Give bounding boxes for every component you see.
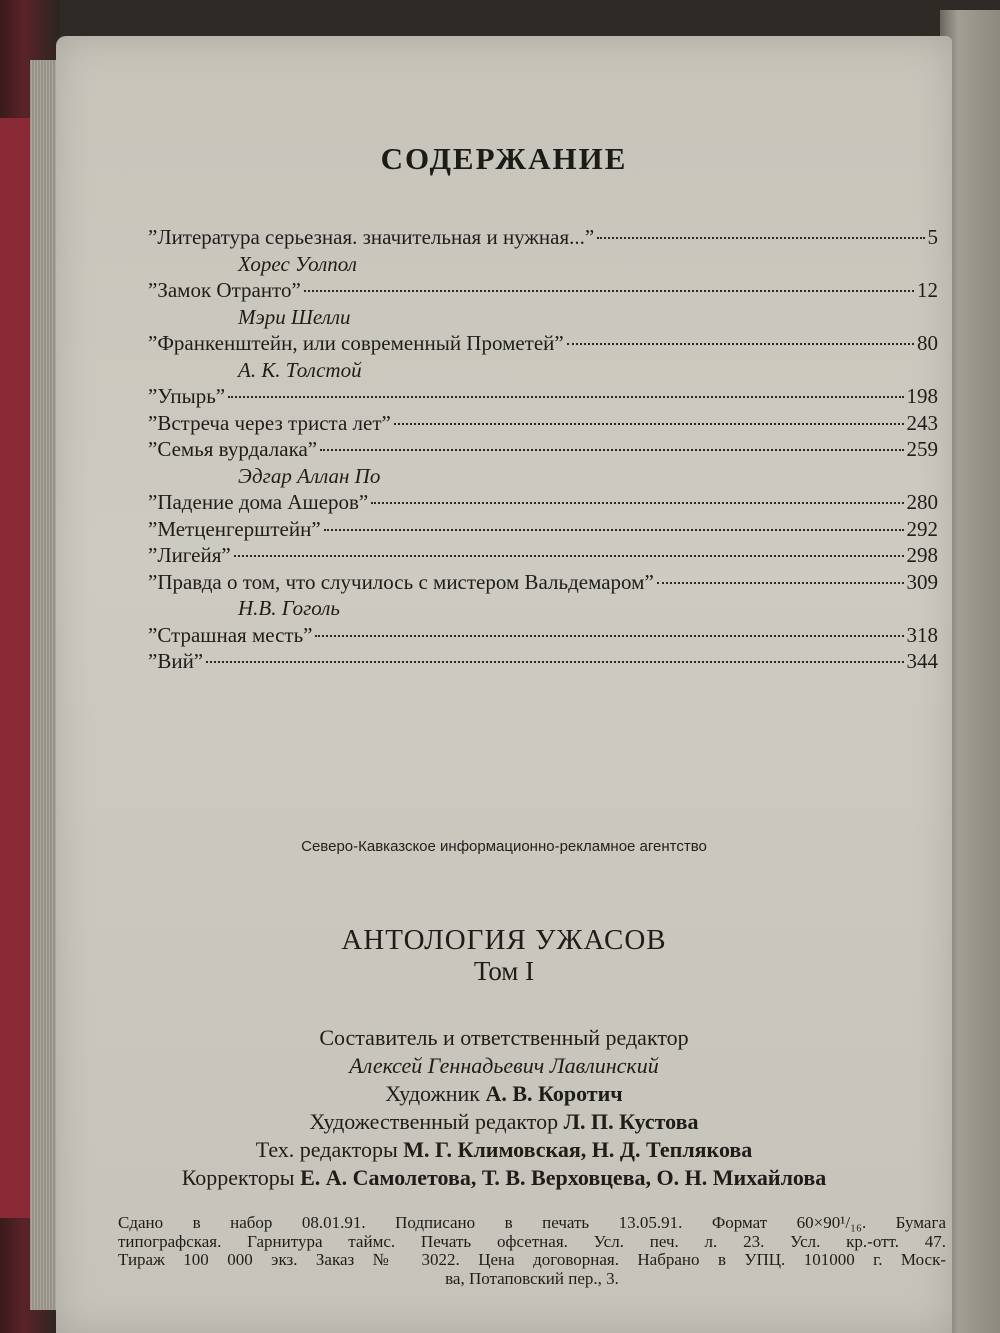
- tech-editors-names: М. Г. Климовская, Н. Д. Теплякова: [403, 1137, 753, 1162]
- proofreaders-line: [56, 1164, 952, 1192]
- toc-entry-page: 12: [917, 278, 938, 302]
- toc-entry-page: 292: [906, 516, 938, 541]
- art-editor-line: [56, 1108, 952, 1136]
- compiler-label: Составитель и ответственный редактор: [319, 1025, 689, 1050]
- toc-entry-page: 80: [917, 331, 938, 355]
- proofreaders-names: Е. А. Самолетова, Т. В. Верховцева, О. Н. Михайлова: [300, 1165, 827, 1190]
- toc-entry-page: 309: [906, 569, 938, 594]
- toc-entry-page: 344: [906, 649, 938, 673]
- imprint-line: Сдано в набор 08.01.91. Подписано в печать 13.05.91. Формат 60×90¹/₁₆. Бумага: [118, 1213, 946, 1232]
- toc-entry-page: 280: [906, 490, 938, 514]
- toc-entry-page: 5: [927, 225, 938, 249]
- toc-author: Хорес Уолпол: [238, 251, 357, 276]
- credits-block: [56, 1024, 952, 1192]
- toc-author: А. К. Толстой: [238, 357, 362, 382]
- toc-leader-dots: [394, 423, 904, 425]
- toc-entry-title: ”Замок Отранто”: [148, 278, 301, 302]
- toc-entry: [148, 410, 938, 437]
- toc-entry: [148, 330, 938, 357]
- toc-leader-dots: [324, 529, 904, 531]
- imprint-line: Тираж 100 000 экз. Заказ № 3022. Цена договорная. Набрано в УПЦ. 101000 г. Моск-: [118, 1250, 946, 1269]
- toc-leader-dots: [234, 555, 904, 557]
- toc-entry-title: ”Семья вурдалака”: [148, 437, 318, 461]
- tech-editors-label: Тех. редакторы: [255, 1137, 398, 1162]
- art-editor-name: Л. П. Кустова: [563, 1109, 699, 1134]
- toc-leader-dots: [304, 290, 914, 292]
- toc-entry-title: ”Вий”: [148, 649, 204, 673]
- toc-entry-title: ”Падение дома Ашеров”: [148, 490, 369, 514]
- toc-leader-dots: [371, 502, 903, 504]
- toc-entry-page: 259: [906, 437, 938, 461]
- toc-entry-title: ”Страшная месть”: [148, 622, 313, 647]
- toc-entry: [148, 542, 938, 569]
- artist-label: Художник: [385, 1081, 480, 1106]
- toc-entry: [148, 622, 938, 649]
- toc-entry: [148, 489, 938, 516]
- publisher-name: Северо-Кавказское информационно-рекламное агентство: [301, 838, 707, 855]
- toc-entry-title: ”Упырь”: [148, 384, 226, 408]
- toc-entry-page: 318: [906, 622, 938, 647]
- book-cover-edge: [0, 118, 34, 1218]
- art-editor-label: Художественный редактор: [309, 1109, 559, 1134]
- imprint-line: ва, Потаповский пер., 3.: [445, 1268, 619, 1288]
- toc-heading: СОДЕРЖАНИЕ: [380, 141, 628, 176]
- toc-entry-title: ”Метценгерштейн”: [148, 516, 321, 541]
- proofreaders-label: Корректоры: [181, 1165, 295, 1190]
- toc-entry-page: 243: [906, 410, 938, 435]
- toc-entry-title: ”Правда о том, что случилось с мистером Вальдемаром”: [148, 569, 654, 594]
- tech-editors-line: [56, 1136, 952, 1164]
- book-page: [56, 36, 952, 1333]
- toc-entry: [148, 277, 938, 304]
- artist-line: [56, 1080, 952, 1108]
- toc-entry: [148, 648, 938, 675]
- toc-leader-dots: [206, 661, 903, 663]
- table-of-contents: [148, 224, 938, 675]
- imprint-line: типографская. Гарнитура таймс. Печать офсетная. Усл. печ. л. 23. Усл. кр.-отт. 47.: [118, 1231, 946, 1251]
- compiler-name: Алексей Геннадьевич Лавлинский: [349, 1053, 659, 1078]
- book-title: АНТОЛОГИЯ УЖАСОВ: [341, 924, 667, 956]
- toc-entry-title: ”Лигейя”: [148, 543, 231, 567]
- toc-entry-title: ”Франкенштейн, или современный Прометей”: [148, 331, 564, 355]
- toc-author: Эдгар Аллан По: [238, 463, 381, 488]
- imprint-block: [118, 1214, 946, 1288]
- toc-leader-dots: [228, 396, 903, 398]
- toc-author: Мэри Шелли: [238, 304, 351, 329]
- toc-entry-title: ”Встреча через триста лет”: [148, 410, 391, 435]
- toc-entry-title: ”Литература серьезная. значительная и нужная...”: [148, 225, 595, 249]
- toc-entry: [148, 436, 938, 463]
- volume-number: Том I: [473, 956, 535, 986]
- artist-name: А. В. Коротич: [485, 1081, 623, 1106]
- toc-entry: [148, 383, 938, 410]
- toc-entry: [148, 224, 938, 251]
- toc-entry-page: 298: [906, 543, 938, 567]
- toc-entry: [148, 569, 938, 596]
- compiler-line: [56, 1052, 952, 1080]
- toc-leader-dots: [315, 635, 903, 637]
- toc-leader-dots: [597, 237, 924, 239]
- toc-leader-dots: [320, 449, 903, 451]
- toc-entry: [148, 516, 938, 543]
- toc-leader-dots: [567, 343, 914, 345]
- toc-author: Н.В. Гоголь: [238, 596, 340, 620]
- toc-entry-page: 198: [906, 384, 938, 408]
- toc-leader-dots: [657, 582, 904, 584]
